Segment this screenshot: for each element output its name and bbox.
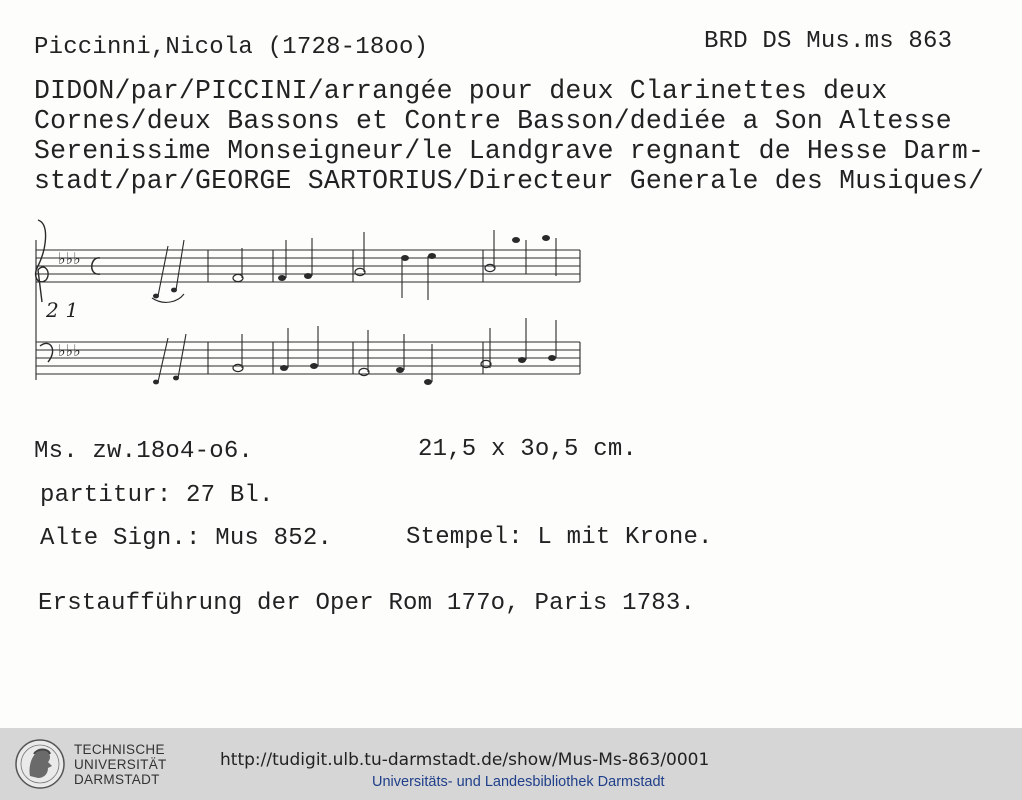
title-line-3: Serenissime Monseigneur/le Landgrave regnant de Hesse Darm- [34, 136, 985, 166]
partitur: partitur: 27 Bl. [40, 482, 274, 509]
dimensions: 21,5 x 3o,5 cm. [418, 436, 638, 463]
athena-head-seal-icon [14, 736, 66, 792]
university-logo-text [74, 742, 167, 787]
title-line-4: stadt/par/GEORGE SARTORIUS/Directeur Generale des Musiques/ [34, 166, 985, 196]
title-line-1: DIDON/par/PICCINI/arrangée pour deux Clarinettes deux [34, 76, 888, 106]
alte-signatur: Alte Sign.: Mus 852. [40, 525, 333, 552]
stempel: Stempel: L mit Krone. [406, 524, 713, 551]
logo-line-3: DARMSTADT [74, 772, 160, 787]
ms-number: Ms. zw.18o4-o6. [34, 438, 254, 465]
music-incipit [28, 210, 588, 395]
shelfmark: BRD DS Mus.ms 863 [704, 28, 953, 55]
composer-heading: Piccinni,Nicola (1728-18oo) [34, 34, 429, 61]
incipit-label: 2 1 [46, 298, 79, 322]
footer-bar [0, 728, 1022, 800]
logo-line-1: TECHNISCHE [74, 742, 165, 757]
logo-line-2: UNIVERSITÄT [74, 757, 167, 772]
title-line-2: Cornes/deux Bassons et Contre Basson/dediée a Son Altesse [34, 106, 952, 136]
permalink-url[interactable]: http://tudigit.ulb.tu-darmstadt.de/show/Mus-Ms-863/0001 [220, 750, 710, 770]
erstauffuehrung: Erstaufführung der Oper Rom 177o, Paris 1783. [38, 590, 696, 617]
library-name[interactable]: Universitäts- und Landesbibliothek Darmstadt [372, 774, 665, 790]
svg-text:♭♭♭: ♭♭♭ [58, 341, 81, 360]
svg-text:♭♭♭: ♭♭♭ [58, 249, 81, 268]
